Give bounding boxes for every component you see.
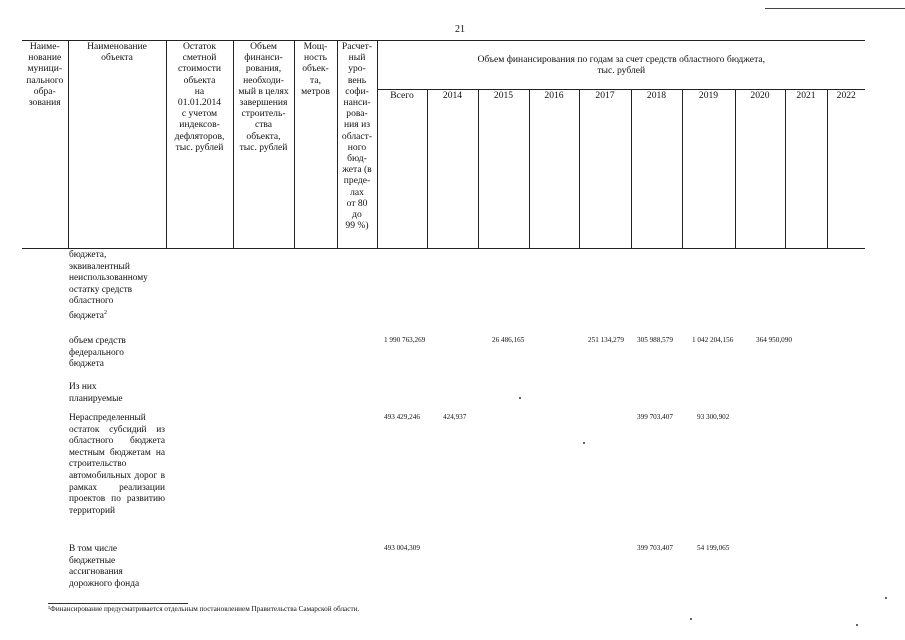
header-cofinancing-level: Расчет- ный уро- вень софи- нанси- рова- ния из област- ного бюд- жета (в преде- лах от 80 до 99 %) [337,41,377,249]
header-year-total: Всего [377,90,427,249]
header-year-2015: 2015 [478,90,529,249]
header-remaining-cost: Остаток сметной стоимости объекта на 01.01.2014 с учетом индексов- дефляторов, тыс. рублей [166,41,233,249]
row-value-2018: 305 988,579 [637,336,673,344]
header-year-2021: 2021 [785,90,827,249]
row-value-2018: 399 703,407 [637,544,673,552]
row-name: Нераспределенный остаток субсидий из областного бюджета местным бюджетам на строительство автомобильных дорог в рамках реализации проектов по развитию территорий [69,413,165,516]
header-year-2014: 2014 [427,90,478,249]
footnote: ¹Финансирование предусматривается отдельным постановлением Правительства Самарской области. [48,605,360,613]
row-value-2019: 54 199,065 [697,544,730,552]
row-value-2019: 93 300,902 [697,413,730,421]
row-value-2017: 251 134,279 [588,336,624,344]
row-value-2020: 364 950,090 [756,336,792,344]
row-name: Из них планируемые [69,382,123,404]
header-table [22,40,865,249]
header-year-2019: 2019 [682,90,735,249]
scan-speck [885,597,887,599]
header-object-name: Наименование объекта [68,41,166,249]
row-value-2019: 1 042 204,156 [692,336,734,344]
row-name: объем средств федерального бюджета [69,336,126,370]
row-value-2018: 399 703,407 [637,413,673,421]
scan-speck [519,397,521,399]
scan-speck [856,624,858,626]
header-year-2017: 2017 [579,90,631,249]
header-municipality: Наиме- нование муници- пального обра- зования [22,41,68,249]
top-rule [765,8,905,9]
row-name: бюджета, эквивалентный неиспользованному остатку средств областного бюджета$^2$ [69,250,148,322]
header-year-2020: 2020 [735,90,785,249]
scan-speck [583,442,585,444]
header-year-2022: 2022 [827,90,865,249]
row-value-2015: 26 486,165 [492,336,525,344]
header-group-title: Объем финансирования по годам за счет средств областного бюджета, тыс. рублей [377,41,865,90]
row-value-2014: 424,937 [443,413,467,421]
header-capacity: Мощ- ность объек- та, метров [294,41,337,249]
row-name: В том числе бюджетные ассигнования дорожного фонда [69,544,140,589]
scan-speck [690,618,692,620]
page-number: 21 [455,24,465,35]
row-value-total: 493 429,246 [384,413,420,421]
header-financing-needed: Объем финанси- рования, необходи- мый в целях завершения строитель- ства объекта, тыс. рублей [233,41,294,249]
row-value-total: 493 004,309 [384,544,420,552]
row-value-total: 1 990 763,269 [384,336,426,344]
header-year-2018: 2018 [631,90,682,249]
footnote-rule [48,603,188,604]
header-year-2016: 2016 [529,90,579,249]
